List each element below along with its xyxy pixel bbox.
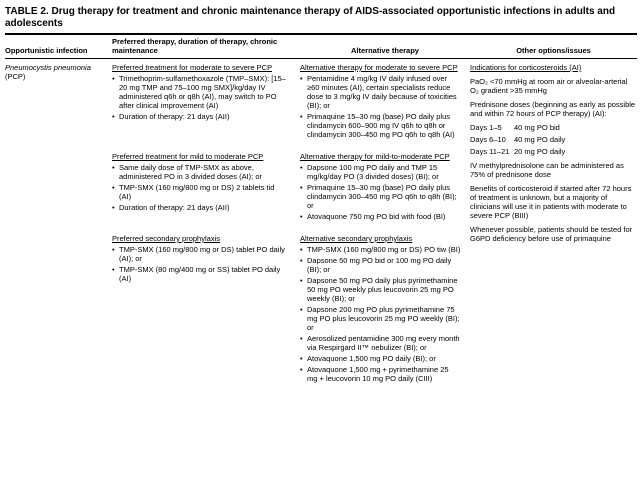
bullet-icon: • [300, 212, 303, 221]
therapy-item [112, 112, 288, 121]
therapy-item [112, 163, 288, 181]
methylprednisolone-note: IV methylprednisolone can be administered as 75% of prednisone dose [470, 161, 624, 179]
bullet-icon: • [300, 74, 303, 83]
therapy-item-text: TMP-SMX (160 mg/800 mg or DS) 2 tablets tid (AI) [119, 183, 275, 201]
bullet-icon: • [300, 183, 303, 192]
prednisone-dose-schedule [470, 123, 637, 156]
infection-name: Pneumocystis pneumonia [5, 63, 91, 72]
therapy-item-text: Pentamidine 4 mg/kg IV daily infused over ≥60 minutes (AI), certain specialists reduce dose to 3 mg/kg IV daily because of toxicities (BI); or [307, 74, 457, 110]
therapy-item-text: Aerosolized pentamidine 300 mg every month via Respirgard II™ nebulizer (BI); or [307, 334, 460, 352]
alternative-section-mild-moderate [300, 152, 470, 221]
therapy-item-text: Atovaquone 1,500 mg PO daily (BI); or [307, 354, 436, 363]
therapy-item-text: Dapsone 50 mg PO bid or 100 mg PO daily (BI); or [307, 256, 452, 274]
table-body [5, 59, 637, 383]
bullet-icon: • [112, 112, 115, 121]
pao2-criteria-text: PaO₂ <70 mmHg at room air or alveolar-arterial O₂ gradient >35 mmHg [470, 77, 628, 95]
therapy-item-text: Trimethoprim-sulfamethoxazole (TMP–SMX): [15–20 mg TMP and 75–100 mg SMX]/kg/day IV administered q6h or q8h (AI), may switch to PO after clinical improvement (AI) [119, 74, 286, 110]
section-heading: Alternative therapy for moderate to severe PCP [300, 63, 458, 72]
therapy-item [300, 334, 461, 352]
therapy-item [300, 305, 461, 332]
dose-days: Days 1–5 [470, 123, 502, 132]
dose-row [470, 135, 637, 144]
therapy-item-text: Primaquine 15–30 mg (base) PO daily plus clindamycin 600–900 mg IV q6h to q8h or clindamycin 300–450 mg PO q6h to q8h (AI) [307, 112, 455, 139]
preferred-section-mild-moderate [112, 152, 300, 212]
g6pd-testing-note: Whenever possible, patients should be tested for G6PD deficiency before use of primaquine [470, 225, 633, 243]
therapy-item-text: Atovaquone 1,500 mg + pyrimethamine 25 mg + leucovorin 10 mg PO daily (CIII) [307, 365, 449, 383]
corticosteroid-indications-heading: Indications for corticosteroids (AI) [470, 63, 582, 72]
bullet-icon: • [300, 276, 303, 285]
bullet-icon: • [112, 183, 115, 192]
therapy-item [112, 203, 288, 212]
therapy-item-text: Duration of therapy: 21 days (AII) [119, 203, 230, 212]
bullet-icon: • [300, 305, 303, 314]
therapy-item [300, 256, 461, 274]
bullet-icon: • [112, 74, 115, 83]
other-options-cell [470, 63, 637, 248]
section-heading: Alternative secondary prophylaxis [300, 234, 413, 243]
column-header-alternative-therapy: Alternative therapy [351, 46, 419, 55]
bullet-icon: • [112, 265, 115, 274]
column-header-preferred-therapy: Preferred therapy, duration of therapy, chronic maintenance [112, 37, 278, 55]
therapy-item [300, 276, 461, 303]
bullet-icon: • [112, 163, 115, 172]
section-heading: Preferred treatment for moderate to severe PCP [112, 63, 273, 72]
bullet-icon: • [300, 256, 303, 265]
therapy-item [300, 354, 461, 363]
bullet-icon: • [300, 334, 303, 343]
therapy-item [112, 265, 288, 283]
therapy-item [300, 245, 461, 254]
therapy-item [300, 163, 461, 181]
therapy-item [300, 365, 461, 383]
preferred-section-moderate-severe [112, 63, 300, 121]
dose-days: Days 11–21 [470, 147, 510, 156]
column-header-other-options: Other options/issues [516, 46, 591, 55]
section-heading: Alternative therapy for mild-to-moderate PCP [300, 152, 450, 161]
prednisone-doses-intro: Prednisone doses (beginning as early as possible and within 72 hours of PCP therapy) (AI): [470, 100, 636, 118]
therapy-item [300, 183, 461, 210]
bullet-icon: • [300, 354, 303, 363]
therapy-item-text: Atovaquone 750 mg PO bid with food (BI) [307, 212, 446, 221]
infection-abbreviation: (PCP) [5, 72, 26, 81]
bullet-icon: • [300, 245, 303, 254]
therapy-item-text: Same daily dose of TMP-SMX as above, administered PO in 3 divided doses (AI); or [119, 163, 262, 181]
bullet-icon: • [112, 203, 115, 212]
bullet-icon: • [300, 365, 303, 374]
bullet-icon: • [300, 163, 303, 172]
dose-amount: 40 mg PO bid [514, 123, 560, 132]
alternative-section-secondary-prophylaxis [300, 234, 470, 383]
dose-amount: 40 mg PO daily [514, 135, 566, 144]
table-header-row [5, 33, 637, 59]
bullet-icon: • [300, 112, 303, 121]
infection-cell [5, 63, 112, 81]
therapy-item-text: Dapsone 50 mg PO daily plus pyrimethamine 50 mg PO weekly plus leucovorin 25 mg PO weekly (BI); or [307, 276, 458, 303]
section-heading: Preferred treatment for mild to moderate PCP [112, 152, 264, 161]
therapy-item [300, 74, 461, 110]
section-heading: Preferred secondary prophylaxis [112, 234, 220, 243]
therapy-item [112, 74, 288, 110]
column-header-opportunistic-infection: Opportunistic infection [5, 46, 88, 55]
bullet-icon: • [112, 245, 115, 254]
therapy-item [112, 183, 288, 201]
dose-days: Days 6–10 [470, 135, 506, 144]
dose-row [470, 147, 637, 156]
therapy-item-text: Duration of therapy: 21 days (AII) [119, 112, 230, 121]
therapy-item-text: TMP-SMX (80 mg/400 mg or SS) tablet PO daily (AI) [119, 265, 281, 283]
therapy-item-text: Primaquine 15–30 mg (base) PO daily plus clindamycin 300–450 mg PO q6h to q8h (BI); or [307, 183, 457, 210]
therapy-item [300, 112, 461, 139]
therapy-item-text: Dapsone 200 mg PO plus pyrimethamine 75 mg PO plus leucovorin 25 mg PO weekly (BI); or [307, 305, 460, 332]
therapy-item-text: TMP-SMX (160 mg/800 mg or DS) PO tiw (BI) [307, 245, 461, 254]
therapy-item [300, 212, 461, 221]
alternative-section-moderate-severe [300, 63, 470, 139]
therapy-item-text: TMP-SMX (160 mg/800 mg or DS) tablet PO daily (AI); or [119, 245, 285, 263]
corticosteroid-benefits-note: Benefits of corticosteroid if started after 72 hours of treatment is unknown, but a majority of clinicians will use it in patients with moderate to severe PCP (BIII) [470, 184, 632, 220]
preferred-section-secondary-prophylaxis [112, 234, 300, 283]
dose-amount: 20 mg PO daily [514, 147, 566, 156]
table-title: TABLE 2. Drug therapy for treatment and chronic maintenance therapy of AIDS-associated opportunistic infections in adults and adolescents [5, 6, 616, 29]
dose-row [470, 123, 637, 132]
therapy-item [112, 245, 288, 263]
therapy-item-text: Dapsone 100 mg PO daily and TMP 15 mg/kg/day PO (3 divided doses) (BI); or [307, 163, 439, 181]
